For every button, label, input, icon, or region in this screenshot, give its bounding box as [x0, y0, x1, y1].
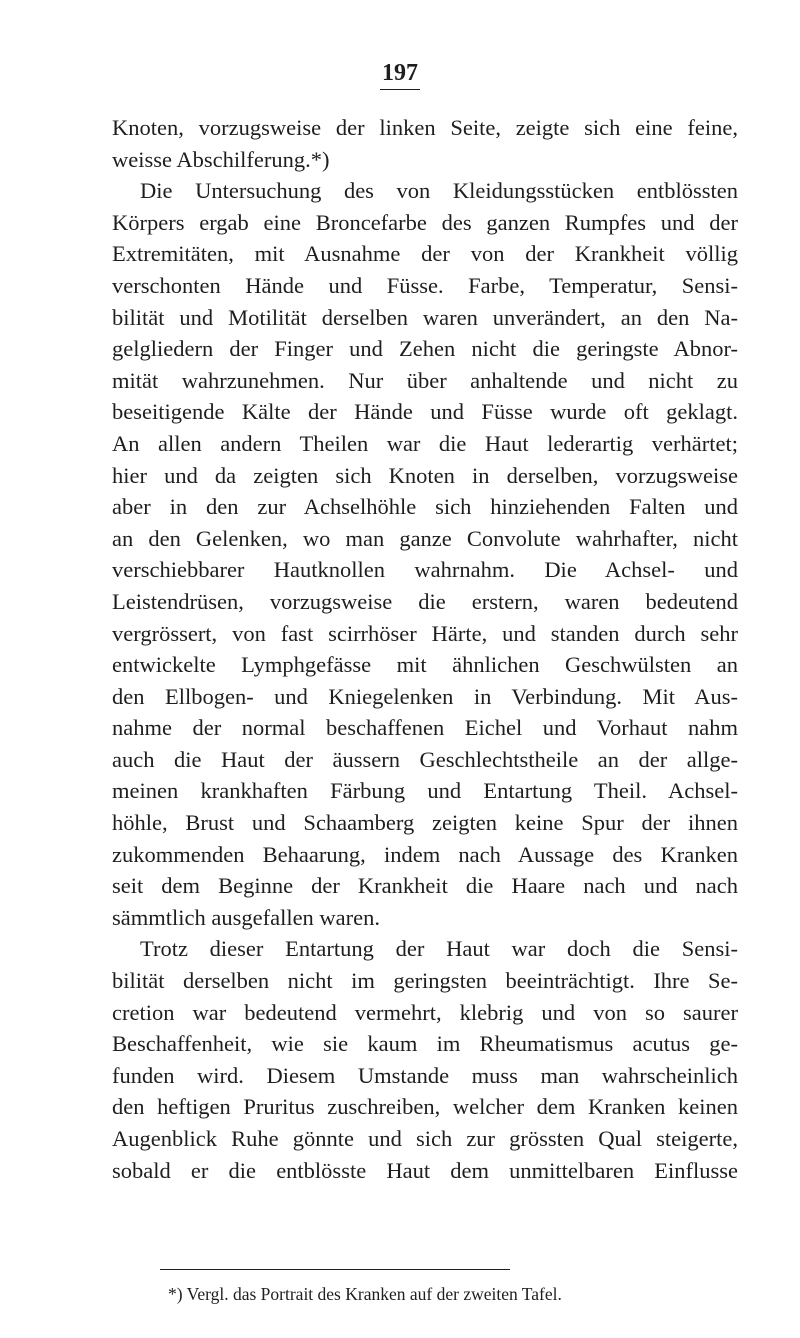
text-line: verschonten Hände und Füsse. Farbe, Temperatur, Sensi-: [112, 272, 738, 298]
text-line: Beschaffenheit, wie sie kaum im Rheumatismus acutus ge-: [112, 1031, 738, 1057]
text-line: Augenblick Ruhe gönnte und sich zur grössten Qual steigerte,: [112, 1126, 738, 1151]
text-line: Trotz dieser Entartung der Haut war doch die Sensi-: [140, 936, 738, 962]
text-line: den Ellbogen- und Kniegelenken in Verbindung. Mit Aus-: [112, 683, 738, 709]
text-line: Die Untersuchung des von Kleidungsstücken entblössten: [140, 178, 738, 204]
text-line: den heftigen Pruritus zuschreiben, welcher dem Kranken keinen: [112, 1094, 738, 1120]
text-line: Leistendrüsen, vorzugsweise die erstern, waren bedeutend: [112, 588, 738, 614]
text-line: mität wahrzunehmen. Nur über anhaltende und nicht zu: [112, 367, 738, 393]
body-text: [112, 112, 738, 1186]
text-line: funden wird. Diesem Umstande muss man wahrscheinlich: [112, 1062, 738, 1088]
text-line: bilität derselben nicht im geringsten beeinträchtigt. Ihre Se-: [112, 968, 738, 994]
page-number-text: 197: [380, 58, 420, 90]
page-number: [0, 58, 800, 90]
text-line: auch die Haut der äussern Geschlechtstheile an der allge-: [112, 746, 738, 772]
text-line: aber in den zur Achselhöhle sich hinziehenden Falten und: [112, 494, 738, 520]
text-line: vergrössert, von fast scirrhöser Härte, und standen durch sehr: [112, 620, 738, 646]
text-line: an den Gelenken, wo man ganze Convolute wahrhafter, nicht: [112, 525, 738, 551]
footnote: *) Vergl. das Portrait des Kranken auf der zweiten Tafel.: [168, 1284, 562, 1304]
text-line: Extremitäten, mit Ausnahme der von der Krankheit völlig: [112, 241, 738, 267]
text-line: zukommenden Behaarung, indem nach Aussage des Kranken: [112, 841, 738, 867]
text-line: meinen krankhaften Färbung und Entartung Theil. Achsel-: [112, 778, 738, 804]
text-line: Knoten, vorzugsweise der linken Seite, zeigte sich eine feine,: [112, 115, 738, 140]
text-line: entwickelte Lymphgefässe mit ähnlichen Geschwülsten an: [112, 652, 738, 678]
text-line: nahme der normal beschaffenen Eichel und Vorhaut nahm: [112, 715, 738, 741]
text-line: weisse Abschilferung.*): [112, 146, 330, 172]
text-line: Körpers ergab eine Broncefarbe des ganzen Rumpfes und der: [112, 209, 738, 235]
text-line: gelgliedern der Finger und Zehen nicht die geringste Abnor-: [112, 336, 738, 362]
text-line: beseitigende Kälte der Hände und Füsse wurde oft geklagt.: [112, 399, 738, 425]
text-line: verschiebbarer Hautknollen wahrnahm. Die Achsel- und: [112, 557, 738, 583]
footnote-rule: [160, 1269, 510, 1270]
text-line: höhle, Brust und Schaamberg zeigten keine Spur der ihnen: [112, 810, 738, 836]
text-line: bilität und Motilität derselben waren unverändert, an den Na-: [112, 304, 738, 330]
text-line: sämmtlich ausgefallen waren.: [112, 904, 381, 930]
text-line: An allen andern Theilen war die Haut lederartig verhärtet;: [112, 430, 738, 456]
text-line: cretion war bedeutend vermehrt, klebrig und von so saurer: [112, 999, 738, 1025]
text-line: hier und da zeigten sich Knoten in derselben, vorzugsweise: [112, 462, 738, 488]
text-line: seit dem Beginne der Krankheit die Haare nach und nach: [112, 873, 738, 899]
text-line: sobald er die entblösste Haut dem unmittelbaren Einflusse: [112, 1157, 738, 1183]
